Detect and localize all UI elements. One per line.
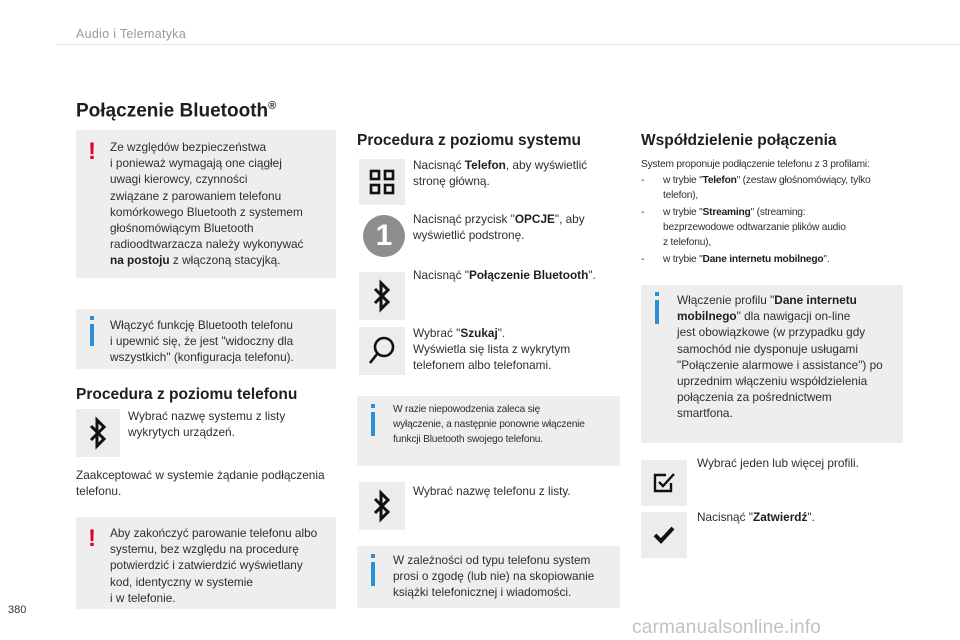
heading-phone-procedure: Procedura z poziomu telefonu <box>76 386 298 403</box>
profile-dash: - <box>641 207 645 218</box>
profiles-intro-text: System proponuje podłączenie telefonu z 3 profilami: <box>641 159 870 170</box>
home-grid-icon <box>369 169 395 195</box>
home-grid-icon-tile <box>359 159 405 205</box>
bluetooth-icon <box>371 489 393 523</box>
profile-item <box>641 252 911 267</box>
page-title <box>76 100 276 122</box>
profile-item <box>641 173 911 203</box>
info-icon <box>371 412 375 436</box>
step-select-profiles: Wybrać jeden lub więcej profili. <box>697 456 859 470</box>
header-divider <box>56 44 960 45</box>
profile-text: w trybie "Telefon" (zestaw głośnomówiący, tylko telefon), <box>663 175 871 201</box>
checklist-icon <box>652 472 676 494</box>
page-title-text: Połączenie Bluetooth <box>76 100 269 122</box>
info-icon <box>90 324 94 346</box>
step5-text: Wybrać nazwę telefonu z listy. <box>413 484 571 498</box>
info-icon <box>655 300 659 324</box>
phonebook-info-box <box>357 546 620 608</box>
phonebook-info-text: W zależności od typu telefonu system prosi o zgodę (lub nie) na skopiowanie książki telefonicznej i wiadomości. <box>393 553 595 600</box>
search-icon-tile <box>359 327 405 375</box>
checklist-icon-tile <box>641 460 687 506</box>
step-number-badge: 1 <box>363 215 405 257</box>
bluetooth-icon-tile <box>359 482 405 530</box>
profile-text: w trybie "Dane internetu mobilnego". <box>663 254 830 265</box>
profile-item <box>641 205 911 250</box>
step2-text: Nacisnąć przycisk "OPCJE", aby wyświetlić podstronę. <box>413 212 585 243</box>
safety-warning-text: Ze względów bezpieczeństwa i ponieważ wymagają one ciągłej uwagi kierowcy, czynności związane z parowaniem telefonu komórkowego Bluetooth z systemem głośnomówiącym Bluetooth radioodtwarzacza należy wykonywać na postoju z włączoną stacyjką. <box>110 140 304 268</box>
mobile-data-info-box <box>641 285 903 443</box>
bluetooth-enable-info-box <box>76 309 336 369</box>
info-icon <box>371 562 375 586</box>
step4-text: Wybrać "Szukaj". Wyświetla się lista z wykrytym telefonem albo telefonami. <box>413 326 571 373</box>
registered-mark: ® <box>268 100 277 112</box>
profile-dash: - <box>641 175 645 186</box>
warning-exclamation-icon: ! <box>88 138 96 165</box>
bluetooth-icon <box>371 279 393 313</box>
profiles-list <box>641 173 911 267</box>
pairing-failure-info-box <box>357 396 620 466</box>
step1-text: Nacisnąć Telefon, aby wyświetlić stronę główną. <box>413 158 588 189</box>
pairing-code-warning-box <box>76 517 336 609</box>
step-phone-select-system: Wybrać nazwę systemu z listy wykrytych urządzeń. <box>128 409 286 440</box>
profile-text: w trybie "Streaming" (streaming: bezprzewodowe odtwarzanie plików audio z telefonu), <box>663 207 846 248</box>
search-icon <box>367 335 397 367</box>
confirm-check-icon-tile <box>641 512 687 558</box>
mobile-data-info-text: Włączenie profilu "Dane internetu mobilnego" dla nawigacji on-line jest obowiązkowe (w przypadku gdy samochód nie dysponuje usługami "Połączenie alarmowe i assistance") po uprzednim włączeniu współdzielenia połączenia za pośrednictwem smartfona. <box>677 293 883 421</box>
page-number: 380 <box>8 604 27 616</box>
pairing-code-warning-text: Aby zakończyć parowanie telefonu albo systemu, bez względu na procedurę potwierdzić i zatwierdzić wyświetlany kod, identyczny w systemie i w telefonie. <box>110 526 318 605</box>
step-confirm: Nacisnąć "Zatwierdź". <box>697 510 815 524</box>
step3-text: Nacisnąć "Połączenie Bluetooth". <box>413 268 596 282</box>
safety-warning-box <box>76 130 336 278</box>
bluetooth-icon-tile <box>359 272 405 320</box>
bluetooth-enable-info-text: Włączyć funkcję Bluetooth telefonu i upewnić się, że jest "widoczny dla wszystkich" (konfiguracja telefonu). <box>110 318 294 365</box>
pairing-failure-info-text: W razie niepowodzenia zaleca się wyłączenie, a następnie ponowne włączenie funkcji Bluetooth swojego telefonu. <box>393 404 585 445</box>
heading-system-procedure: Procedura z poziomu systemu <box>357 132 581 149</box>
bluetooth-icon-tile <box>76 409 120 457</box>
profile-dash: - <box>641 254 645 265</box>
watermark: carmanualsonline.info <box>632 617 822 638</box>
checkmark-icon <box>652 525 676 545</box>
section-header: Audio i Telematyka <box>76 27 187 41</box>
warning-exclamation-icon: ! <box>88 525 96 552</box>
accept-request-text: Zaakceptować w systemie żądanie podłączenia telefonu. <box>76 468 325 499</box>
bluetooth-icon <box>87 416 109 450</box>
heading-connection-sharing: Współdzielenie połączenia <box>641 132 837 149</box>
